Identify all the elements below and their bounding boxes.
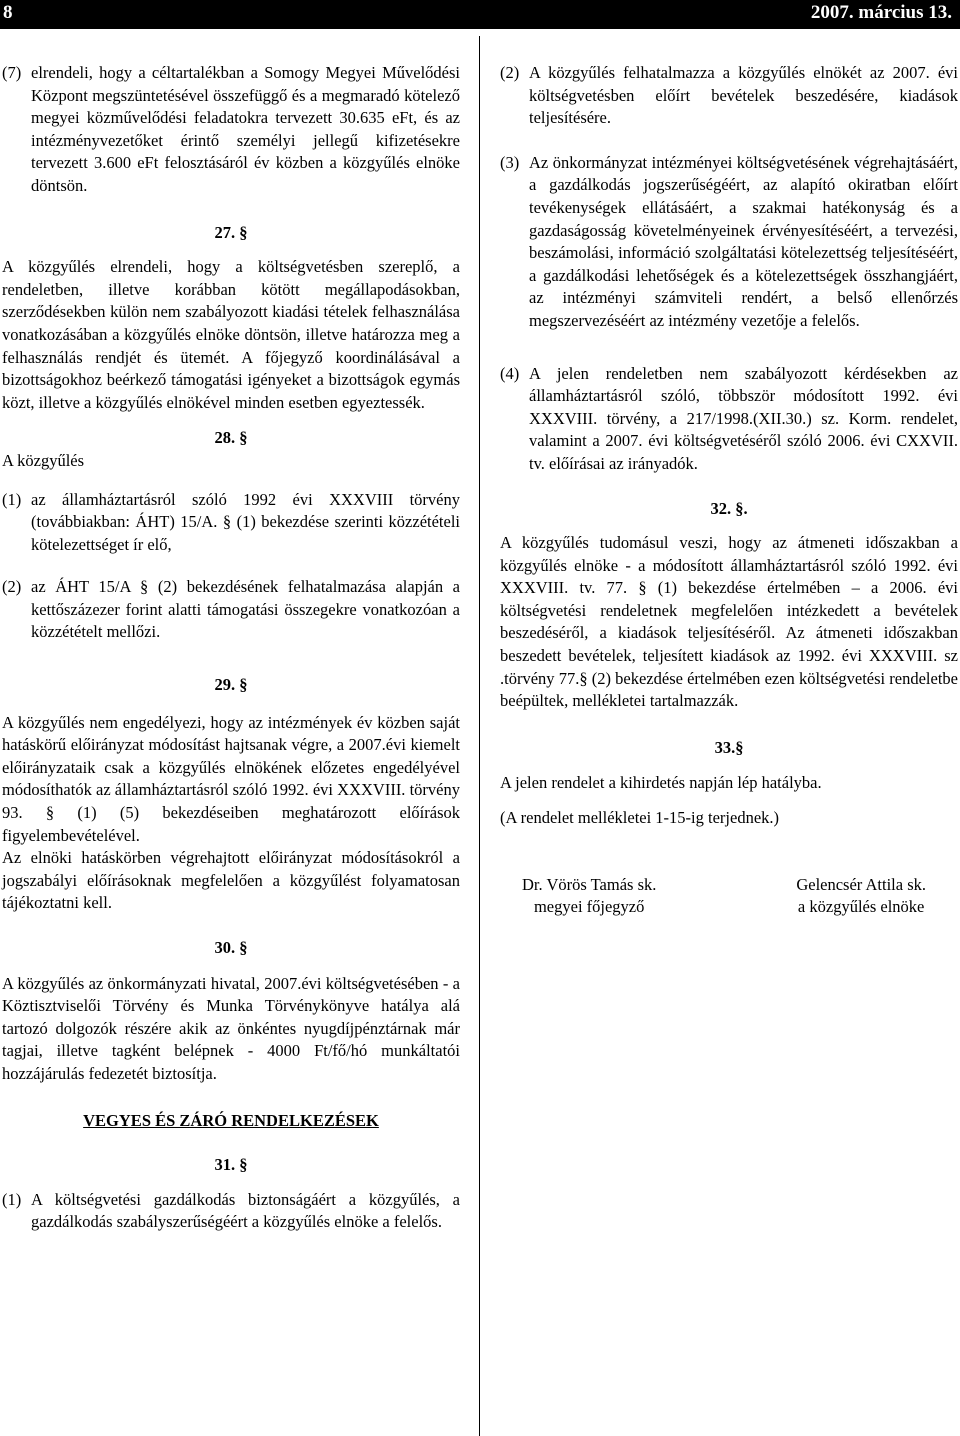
section-30-heading: 30. § xyxy=(214,938,248,957)
section-28-item-1 xyxy=(2,489,460,557)
item-text: Az önkormányzat intézményei költségvetésének végrehajtásáért, a gazdálkodás jogszerűségéért, az alapító okiratban előírt tevékenységek ellátásáért, a szakmai hatékonyság és a gazdaságosság követelményeinek érvényesítéséért, a tervezési, beszámolási, információ szolgáltatási kötelezettség teljesítéséért, a gazdálkodási lehetőségek és a kötelezettségek összhangjáért, az intézményi számviteli rendért, a belső ellenőrzés megszervezéséért az intézmény vezetője a felelős. xyxy=(529,152,958,330)
item-text: az ÁHT 15/A § (2) bekezdésének felhatalmazása alapján a kettőszázezer forint alatti támogatási összegekre vonatkozóan a közzétételt mellőzi. xyxy=(31,577,460,642)
column-divider xyxy=(479,36,480,1436)
item-label: (3) xyxy=(500,152,520,172)
item-label: (1) xyxy=(2,489,22,509)
section-32-text: A közgyűlés tudomásul veszi, hogy az átmeneti időszakban a közgyűlés elnöke - a módosított államháztartásról szóló 1992. évi XXXVIII. tv. 77. § (1) bekezdése értelmében – a 2006. évi költségvetési rendeletnek megfelelően intézkedett a bevételek beszedéséről, a kiadások teljesítéséről. Az átmeneti időszakban beszedett bevételek, teljesített kiadások az 1992. évi XXXVIII. sz .törvény 77.§ (2) bekezdése értelmében ezen költségvetési rendeletbe beépültek, mellékletei tartalmazzák. xyxy=(500,533,958,711)
paragraph-7 xyxy=(2,62,460,198)
section-27-heading: 27. § xyxy=(214,222,248,242)
section-29-text-2: Az elnöki hatáskörben végrehajtott előirányzat módosításokról a jogszabályi előírásoknak megfelelően a közgyűlést folyamatosan tájékoztatni kell. xyxy=(2,848,460,913)
section-32-heading: 32. §. xyxy=(710,498,748,518)
section-33-text: A jelen rendelet a kihirdetés napján lép hatályba. xyxy=(500,773,822,793)
signature-title: a közgyűlés elnöke xyxy=(797,897,925,917)
section-28-heading: 28. § xyxy=(214,428,248,448)
section-31-item-1 xyxy=(2,1189,460,1234)
annex-note: (A rendelet mellékletei 1-15-ig terjednek.) xyxy=(500,808,780,828)
signature-block xyxy=(500,874,958,919)
signature-name: Dr. Vörös Tamás sk. xyxy=(522,874,657,894)
section-31-item-3 xyxy=(500,152,958,333)
signature-chairman xyxy=(796,874,926,919)
item-text: A közgyűlés felhatalmazza a közgyűlés elnökét az 2007. évi költségvetésben előírt bevételek beszedésére, kiadások teljesítésére. xyxy=(529,63,958,128)
section-28-item-2 xyxy=(2,576,460,644)
item-label: (4) xyxy=(500,363,520,383)
item-label: (7) xyxy=(2,63,22,82)
item-text: elrendeli, hogy a céltartalékban a Somogy Megyei Művelődési Központ megszüntetésével összefüggő és a megmaradó kötelező megyei közművelődési feladatokra tervezett 30.635 eFt, és az intézményvezetőket érintő személyi jellegű kifizetésekre tervezett 3.600 eFt felosztásáról év közben a közgyűlés elnöke döntsön. xyxy=(31,63,460,195)
item-label: (2) xyxy=(2,577,22,597)
section-31-item-2 xyxy=(500,62,958,130)
item-text: A jelen rendeletben nem szabályozott kérdésekben az államháztartásról szóló, többször módosított 1992. évi XXXVIII. törvény, a 217/1998.(XII.30.) sz. Korm. rendelet, valamint a 2007. évi költségvetéséről szóló 2006. évi CXXVII. tv. előírásai az irányadók. xyxy=(529,363,958,473)
signature-name: Gelencsér Attila sk. xyxy=(796,874,926,894)
closing-provisions-title: VEGYES ÉS ZÁRÓ RENDELKEZÉSEK xyxy=(83,1110,379,1130)
section-27-text: A közgyűlés elrendeli, hogy a költségvetésben szereplő, a rendeletben, illetve korábban kötött megállapodásokban, szerződésekben külön nem szabályozott kiadási tételek felhasználása vonatkozásában a közgyűlés elnöke döntsön, illetve határozza meg a felhasználás rendjét és ütemét. A főjegyző koordinálásával a bizottságokhoz beérkező támogatási igényeket a bizottságok egymás közt, illetve a közgyűlés elnökével minden esetben egyeztessék. xyxy=(2,257,460,412)
signature-title: megyei főjegyző xyxy=(533,897,645,917)
header-date: 2007. március 13. xyxy=(810,2,952,23)
page-number: 8 xyxy=(3,2,13,23)
section-31-heading: 31. § xyxy=(214,1155,248,1175)
left-column xyxy=(2,62,460,1234)
section-29-text-1: A közgyűlés nem engedélyezi, hogy az intézmények év közben saját hatáskörű előirányzat módosítást hajtsanak végre, a 2007.évi kiemelt előirányzataik csak a közgyűlés elnökének előzetes engedélyével módosíthatók az államháztartásról szóló 1992. évi XXXVIII. törvény 93. § (1) (5) bekezdéseiben meghatározott előírások figyelembevételével. xyxy=(2,712,460,845)
signature-notary xyxy=(522,874,656,919)
section-29-heading: 29. § xyxy=(214,675,248,695)
section-33-heading: 33.§ xyxy=(714,737,744,757)
section-30-text: A közgyűlés az önkormányzati hivatal, 2007.évi költségvetésében - a Köztisztviselői Törvény és Munka Törvénykönyve hatálya alá tartozó dolgozók részére akik az önkéntes nyugdíjpénztárnak már tagjai, illetve tagként belépnek - 4000 Ft/fő/hó munkáltatói hozzájárulás fedezetét biztosítja. xyxy=(2,973,460,1083)
item-text: A költségvetési gazdálkodás biztonságáért a közgyűlés, a gazdálkodás szabályszerűségéért a közgyűlés elnöke a felelős. xyxy=(31,1189,460,1232)
item-label: (2) xyxy=(500,63,520,82)
section-31-item-4 xyxy=(500,363,958,476)
section-28-intro: A közgyűlés xyxy=(2,450,85,470)
right-column xyxy=(500,62,958,919)
item-label: (1) xyxy=(2,1189,22,1209)
item-text: az államháztartásról szóló 1992 évi XXXVIII törvény (továbbiakban: ÁHT) 15/A. § (1) bekezdése szerinti közzétételi kötelezettséget ír elő, xyxy=(31,489,460,554)
page-header xyxy=(0,0,960,29)
